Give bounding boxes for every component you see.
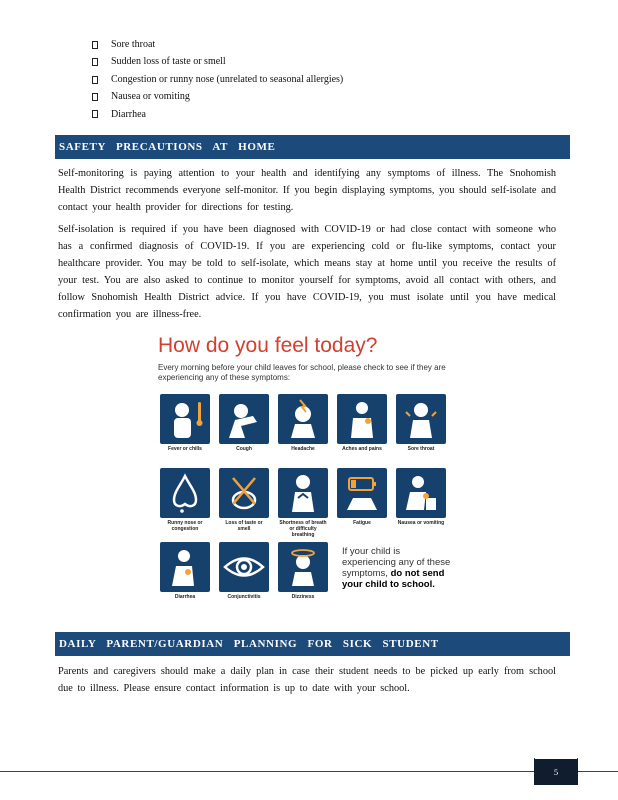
tile-label: Headache [291,446,315,452]
tile-fatigue [337,468,387,526]
headache-icon [278,394,328,444]
paragraph-self-monitoring: Self-monitoring is paying attention to your health and identifying any symptoms of illness. The Snohomish Health District recommends everyone self-monitor. If you begin displaying symptoms, you should self-isolate and contact your health provider for directions for testing. [58,168,556,213]
footer-divider [0,771,618,772]
bullet-box-icon [92,110,98,118]
bullet-box-icon [92,41,98,49]
eye-icon [219,542,269,592]
tile-conjunctivitis [219,542,269,600]
page-number: 5 [534,759,578,785]
poster-note-emphasis: do not send your child to school. [342,568,445,590]
paragraph-self-isolation: Self-isolation is required if you have been diagnosed with COVID-19 or had close contact with someone who has a confirmed diagnosis of COVID-19. If you are experiencing cold or flu-like symptoms, contact your healthcare provider. You may be told to self-isolate, which means stay at home until you receive the results of your test. You are also asked to continue to monitor yourself for symptoms, avoid all contact with others, and follow Snohomish Health District advice. If you have COVID-19, you must isolate until you have medical confirmation you are illness-free. [58,224,556,320]
tile-label: Loss of taste or smell [225,520,263,532]
bullet-box-icon [92,58,98,66]
section-heading-safety: SAFETY PRECAUTIONS AT HOME [55,135,570,159]
list-item [92,36,343,53]
tile-runny-nose [160,468,210,532]
tile-label: Fatigue [353,520,371,526]
tile-cough [219,394,269,452]
tile-label: Aches and pains [342,446,382,452]
tile-aches [337,394,387,452]
tile-shortness-breath [278,468,328,538]
bullet-box-icon [92,76,98,84]
poster-subtitle: Every morning before your child leaves for school, please check to see if they are experiencing any of these symptoms: [158,363,446,382]
poster-note [342,546,454,590]
list-item-text: Sore throat [111,39,156,50]
dizziness-icon [278,542,328,592]
tile-label: Runny nose or congestion [167,520,203,532]
tile-nausea [396,468,446,526]
tile-diarrhea [160,542,210,600]
loss-of-taste-icon [219,468,269,518]
sore-throat-icon [396,394,446,444]
tile-label: Sore throat [407,446,435,452]
list-item-text: Nausea or vomiting [111,91,190,103]
tile-label: Diarrhea [174,594,196,600]
list-item [92,71,343,88]
section-heading-planning: DAILY PARENT/GUARDIAN PLANNING FOR SICK STUDENT [55,632,570,656]
tile-label: Cough [236,446,252,452]
cough-icon [219,394,269,444]
list-item-text: Diarrhea [111,108,146,120]
tile-loss-taste [219,468,269,532]
symptom-poster [150,330,458,616]
diarrhea-icon [160,542,210,592]
fever-icon [160,394,210,444]
list-item [92,106,343,123]
list-item [92,53,343,70]
poster-note-text: If your child is experiencing any of these symptoms, [342,546,451,579]
tile-label: Nausea or vomiting [397,520,445,526]
symptom-list [92,36,343,123]
runny-nose-icon [160,468,210,518]
tile-label: Dizziness [291,594,315,600]
tile-headache [278,394,328,452]
bullet-box-icon [92,93,98,101]
list-item-text: Sudden loss of taste or smell [111,56,226,68]
tile-label: Conjunctivitis [227,594,261,600]
tile-label: Fever or chills [168,446,202,452]
aches-icon [337,394,387,444]
paragraph-daily-plan: Parents and caregivers should make a daily plan in case their student needs to be picked up early from school due to illness. Please ensure contact information is up to date with your school. [58,666,556,694]
list-item [92,88,343,105]
poster-title: How do you feel today? [158,334,378,357]
fatigue-icon [337,468,387,518]
shortness-of-breath-icon [278,468,328,518]
tile-sore-throat [396,394,446,452]
tile-label: Shortness of breath or difficulty breathing [279,520,327,538]
tile-fever [160,394,210,452]
tile-dizziness [278,542,328,600]
nausea-icon [396,468,446,518]
list-item-text: Congestion or runny nose (unrelated to seasonal allergies) [111,73,344,85]
